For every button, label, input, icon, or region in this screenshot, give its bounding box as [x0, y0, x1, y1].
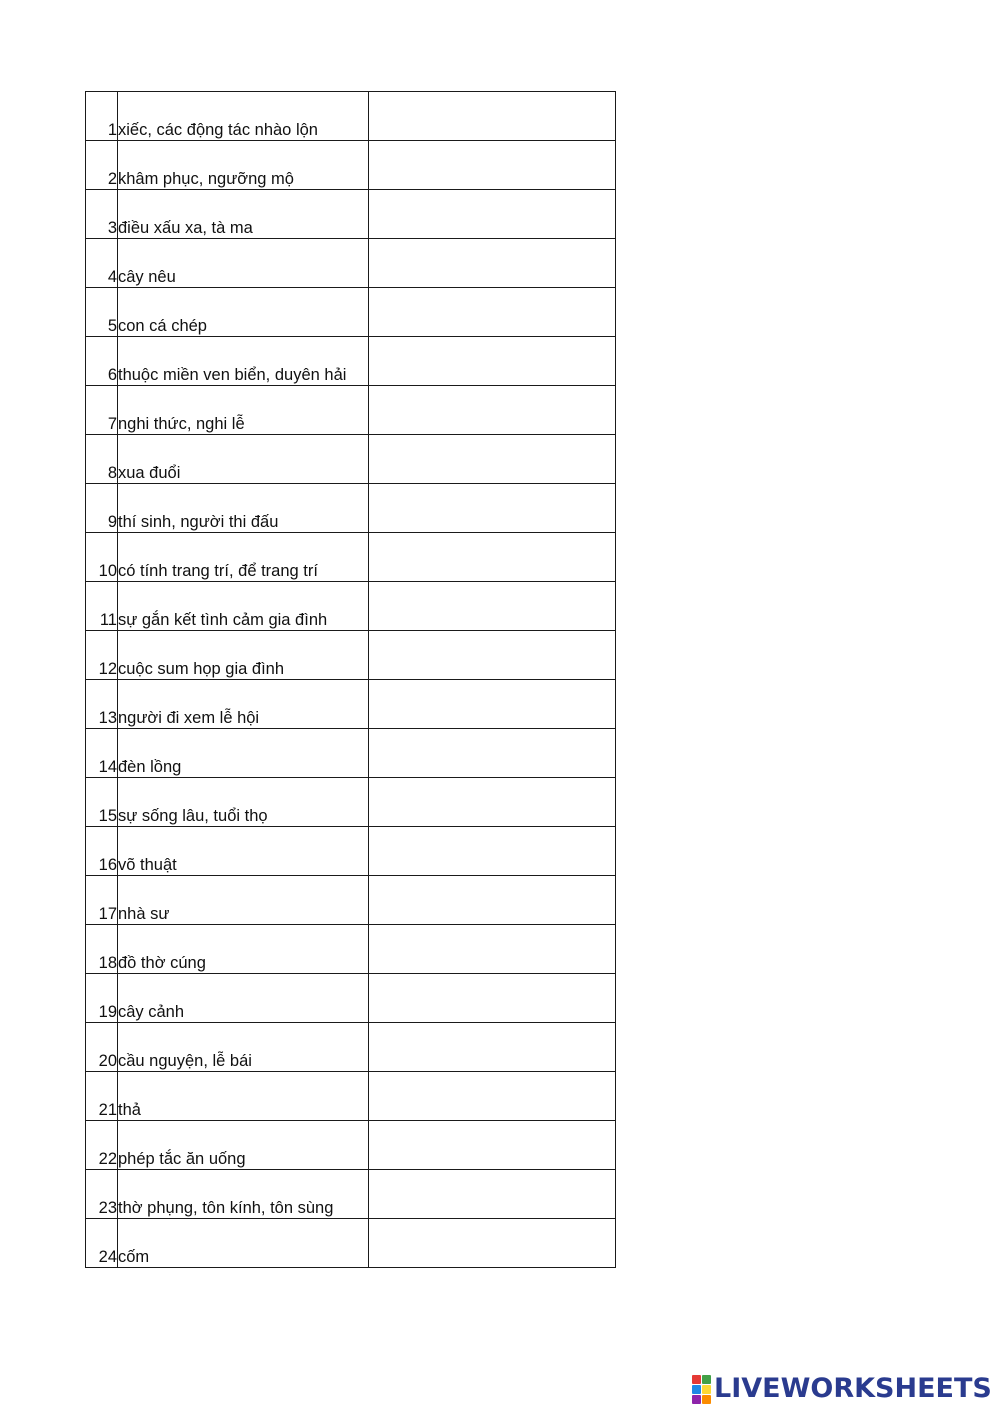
logo-square — [702, 1375, 711, 1384]
answer-cell[interactable] — [369, 92, 616, 141]
vocabulary-phrase: phép tắc ăn uống — [118, 1121, 369, 1170]
answer-cell[interactable] — [369, 337, 616, 386]
table-row — [86, 1219, 616, 1268]
row-number: 13 — [86, 680, 118, 729]
answer-cell[interactable] — [369, 533, 616, 582]
answer-cell[interactable] — [369, 141, 616, 190]
table-row — [86, 729, 616, 778]
answer-cell[interactable] — [369, 239, 616, 288]
table-row — [86, 141, 616, 190]
logo-square — [692, 1375, 701, 1384]
row-number: 12 — [86, 631, 118, 680]
vocabulary-phrase: thả — [118, 1072, 369, 1121]
answer-cell[interactable] — [369, 974, 616, 1023]
row-number: 2 — [86, 141, 118, 190]
vocabulary-phrase: thí sinh, người thi đấu — [118, 484, 369, 533]
vocabulary-phrase: đồ thờ cúng — [118, 925, 369, 974]
table-row — [86, 533, 616, 582]
table-row — [86, 1121, 616, 1170]
vocabulary-phrase: xiếc, các động tác nhào lộn — [118, 92, 369, 141]
table-row — [86, 1072, 616, 1121]
vocabulary-phrase: võ thuật — [118, 827, 369, 876]
table-row — [86, 239, 616, 288]
row-number: 15 — [86, 778, 118, 827]
table-row — [86, 337, 616, 386]
table-row — [86, 827, 616, 876]
table-row — [86, 876, 616, 925]
answer-cell[interactable] — [369, 386, 616, 435]
table-row — [86, 435, 616, 484]
row-number: 14 — [86, 729, 118, 778]
table-row — [86, 631, 616, 680]
vocabulary-phrase: xua đuổi — [118, 435, 369, 484]
vocabulary-phrase: cây nêu — [118, 239, 369, 288]
vocabulary-phrase: nghi thức, nghi lễ — [118, 386, 369, 435]
answer-cell[interactable] — [369, 288, 616, 337]
row-number: 8 — [86, 435, 118, 484]
answer-cell[interactable] — [369, 729, 616, 778]
row-number: 3 — [86, 190, 118, 239]
answer-cell[interactable] — [369, 190, 616, 239]
row-number: 7 — [86, 386, 118, 435]
row-number: 9 — [86, 484, 118, 533]
table-row — [86, 386, 616, 435]
row-number: 19 — [86, 974, 118, 1023]
vocabulary-phrase: con cá chép — [118, 288, 369, 337]
row-number: 6 — [86, 337, 118, 386]
row-number: 18 — [86, 925, 118, 974]
row-number: 1 — [86, 92, 118, 141]
vocabulary-phrase: khâm phục, ngưỡng mộ — [118, 141, 369, 190]
liveworksheets-logo — [692, 1374, 992, 1404]
vocabulary-phrase: có tính trang trí, để trang trí — [118, 533, 369, 582]
answer-cell[interactable] — [369, 1219, 616, 1268]
vocabulary-phrase: nhà sư — [118, 876, 369, 925]
table-row — [86, 1170, 616, 1219]
logo-square — [692, 1395, 701, 1404]
table-row — [86, 582, 616, 631]
vocabulary-table — [85, 91, 616, 1268]
answer-cell[interactable] — [369, 435, 616, 484]
row-number: 16 — [86, 827, 118, 876]
table-row — [86, 190, 616, 239]
logo-text: LIVEWORKSHEETS — [714, 1373, 992, 1404]
vocabulary-phrase: sự gắn kết tình cảm gia đình — [118, 582, 369, 631]
row-number: 17 — [86, 876, 118, 925]
table-row — [86, 974, 616, 1023]
logo-square — [692, 1385, 701, 1394]
row-number: 5 — [86, 288, 118, 337]
answer-cell[interactable] — [369, 778, 616, 827]
table-row — [86, 484, 616, 533]
liveworksheets-logo-icon — [692, 1375, 711, 1404]
answer-cell[interactable] — [369, 876, 616, 925]
row-number: 11 — [86, 582, 118, 631]
table-row — [86, 680, 616, 729]
row-number: 24 — [86, 1219, 118, 1268]
vocabulary-phrase: người đi xem lễ hội — [118, 680, 369, 729]
vocabulary-phrase: cốm — [118, 1219, 369, 1268]
table-row — [86, 1023, 616, 1072]
table-row — [86, 288, 616, 337]
row-number: 23 — [86, 1170, 118, 1219]
row-number: 21 — [86, 1072, 118, 1121]
vocabulary-phrase: sự sống lâu, tuổi thọ — [118, 778, 369, 827]
row-number: 20 — [86, 1023, 118, 1072]
table-row — [86, 92, 616, 141]
row-number: 10 — [86, 533, 118, 582]
vocabulary-phrase: điều xấu xa, tà ma — [118, 190, 369, 239]
vocabulary-phrase: đèn lồng — [118, 729, 369, 778]
logo-square — [702, 1385, 711, 1394]
row-number: 22 — [86, 1121, 118, 1170]
vocabulary-phrase: thuộc miền ven biển, duyên hải — [118, 337, 369, 386]
row-number: 4 — [86, 239, 118, 288]
vocabulary-phrase: cuộc sum họp gia đình — [118, 631, 369, 680]
answer-cell[interactable] — [369, 925, 616, 974]
answer-cell[interactable] — [369, 484, 616, 533]
table-row — [86, 778, 616, 827]
table-row — [86, 925, 616, 974]
answer-cell[interactable] — [369, 582, 616, 631]
answer-cell[interactable] — [369, 1170, 616, 1219]
answer-cell[interactable] — [369, 1023, 616, 1072]
logo-square — [702, 1395, 711, 1404]
vocabulary-table-body — [86, 92, 616, 1268]
vocabulary-phrase: cây cảnh — [118, 974, 369, 1023]
answer-cell[interactable] — [369, 1072, 616, 1121]
answer-cell[interactable] — [369, 631, 616, 680]
vocabulary-phrase: cầu nguyện, lễ bái — [118, 1023, 369, 1072]
answer-cell[interactable] — [369, 1121, 616, 1170]
answer-cell[interactable] — [369, 827, 616, 876]
answer-cell[interactable] — [369, 680, 616, 729]
vocabulary-phrase: thờ phụng, tôn kính, tôn sùng — [118, 1170, 369, 1219]
